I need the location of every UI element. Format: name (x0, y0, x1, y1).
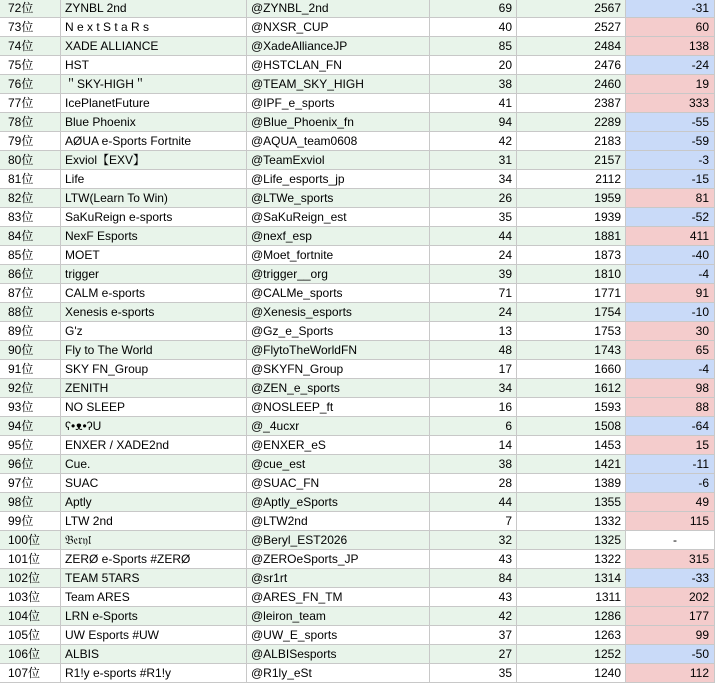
rank-cell[interactable]: 88位 (0, 303, 61, 322)
handle-cell[interactable]: @Xenesis_esports (247, 303, 430, 322)
change-cell[interactable]: 81 (626, 189, 715, 208)
change-cell[interactable]: 30 (626, 322, 715, 341)
team-name-cell[interactable]: Cue. (61, 455, 247, 474)
team-name-cell[interactable]: Team ARES (61, 588, 247, 607)
value1-cell[interactable]: 44 (430, 493, 517, 512)
value1-cell[interactable]: 17 (430, 360, 517, 379)
team-name-cell[interactable]: ＂SKY-HIGH＂ (61, 75, 247, 94)
value2-cell[interactable]: 1810 (517, 265, 626, 284)
value2-cell[interactable]: 1612 (517, 379, 626, 398)
value1-cell[interactable]: 85 (430, 37, 517, 56)
value1-cell[interactable]: 71 (430, 284, 517, 303)
rank-cell[interactable]: 93位 (0, 398, 61, 417)
table-row[interactable] (0, 94, 715, 113)
table-row[interactable] (0, 645, 715, 664)
team-name-cell[interactable]: XADE ALLIANCE (61, 37, 247, 56)
table-row[interactable] (0, 474, 715, 493)
value1-cell[interactable]: 31 (430, 151, 517, 170)
rank-cell[interactable]: 82位 (0, 189, 61, 208)
value2-cell[interactable]: 1311 (517, 588, 626, 607)
value2-cell[interactable]: 1939 (517, 208, 626, 227)
value1-cell[interactable]: 39 (430, 265, 517, 284)
handle-cell[interactable]: @TeamExviol (247, 151, 430, 170)
value2-cell[interactable]: 1593 (517, 398, 626, 417)
table-row[interactable] (0, 322, 715, 341)
rank-cell[interactable]: 79位 (0, 132, 61, 151)
change-cell[interactable]: -10 (626, 303, 715, 322)
rank-cell[interactable]: 95位 (0, 436, 61, 455)
team-name-cell[interactable]: Exviol【EXV】 (61, 151, 247, 170)
team-name-cell[interactable]: LTW(Learn To Win) (61, 189, 247, 208)
change-cell[interactable]: 202 (626, 588, 715, 607)
handle-cell[interactable]: @ZYNBL_2nd (247, 0, 430, 18)
handle-cell[interactable]: @SaKuReign_est (247, 208, 430, 227)
table-row[interactable] (0, 303, 715, 322)
handle-cell[interactable]: @TEAM_SKY_HIGH (247, 75, 430, 94)
team-name-cell[interactable]: R1!y e-sports #R1!y (61, 664, 247, 683)
table-row[interactable] (0, 455, 715, 474)
team-name-cell[interactable]: CALM e-sports (61, 284, 247, 303)
value1-cell[interactable]: 27 (430, 645, 517, 664)
change-cell[interactable]: -55 (626, 113, 715, 132)
value2-cell[interactable]: 1753 (517, 322, 626, 341)
value1-cell[interactable]: 24 (430, 246, 517, 265)
rank-cell[interactable]: 91位 (0, 360, 61, 379)
value1-cell[interactable]: 7 (430, 512, 517, 531)
value1-cell[interactable]: 20 (430, 56, 517, 75)
change-cell[interactable]: -52 (626, 208, 715, 227)
change-cell[interactable]: 19 (626, 75, 715, 94)
rank-cell[interactable]: 100位 (0, 531, 61, 550)
change-cell[interactable]: 99 (626, 626, 715, 645)
change-cell[interactable]: -6 (626, 474, 715, 493)
team-name-cell[interactable]: LRN e-Sports (61, 607, 247, 626)
handle-cell[interactable]: @Life_esports_jp (247, 170, 430, 189)
team-name-cell[interactable]: ZENITH (61, 379, 247, 398)
table-row[interactable] (0, 75, 715, 94)
handle-cell[interactable]: @NXSR_CUP (247, 18, 430, 37)
value1-cell[interactable]: 38 (430, 455, 517, 474)
change-cell[interactable]: -33 (626, 569, 715, 588)
team-name-cell[interactable]: Blue Phoenix (61, 113, 247, 132)
rank-cell[interactable]: 86位 (0, 265, 61, 284)
table-row[interactable] (0, 569, 715, 588)
rank-cell[interactable]: 87位 (0, 284, 61, 303)
change-cell[interactable]: 112 (626, 664, 715, 683)
rank-cell[interactable]: 72位 (0, 0, 61, 18)
value2-cell[interactable]: 1355 (517, 493, 626, 512)
change-cell[interactable]: -31 (626, 0, 715, 18)
value2-cell[interactable]: 1421 (517, 455, 626, 474)
rank-cell[interactable]: 103位 (0, 588, 61, 607)
rank-cell[interactable]: 81位 (0, 170, 61, 189)
table-row[interactable] (0, 436, 715, 455)
table-row[interactable] (0, 265, 715, 284)
handle-cell[interactable]: @LTW2nd (247, 512, 430, 531)
rank-cell[interactable]: 92位 (0, 379, 61, 398)
rank-cell[interactable]: 78位 (0, 113, 61, 132)
team-name-cell[interactable]: trigger (61, 265, 247, 284)
change-cell[interactable]: -64 (626, 417, 715, 436)
handle-cell[interactable]: @ZEN_e_sports (247, 379, 430, 398)
team-name-cell[interactable]: ʕ•ᴥ•ʔU (61, 417, 247, 436)
value1-cell[interactable]: 32 (430, 531, 517, 550)
table-row[interactable] (0, 417, 715, 436)
change-cell[interactable]: 115 (626, 512, 715, 531)
team-name-cell[interactable]: UW Esports #UW (61, 626, 247, 645)
team-name-cell[interactable]: ENXER / XADE2nd (61, 436, 247, 455)
table-row[interactable] (0, 341, 715, 360)
value2-cell[interactable]: 1286 (517, 607, 626, 626)
handle-cell[interactable]: @SKYFN_Group (247, 360, 430, 379)
rank-cell[interactable]: 96位 (0, 455, 61, 474)
rank-cell[interactable]: 107位 (0, 664, 61, 683)
rank-cell[interactable]: 98位 (0, 493, 61, 512)
value1-cell[interactable]: 24 (430, 303, 517, 322)
team-name-cell[interactable]: ALBIS (61, 645, 247, 664)
team-name-cell[interactable]: NexF Esports (61, 227, 247, 246)
rank-cell[interactable]: 75位 (0, 56, 61, 75)
change-cell[interactable]: 177 (626, 607, 715, 626)
value1-cell[interactable]: 14 (430, 436, 517, 455)
change-cell[interactable]: 411 (626, 227, 715, 246)
value1-cell[interactable]: 34 (430, 170, 517, 189)
team-name-cell[interactable]: 𝔅𝔢𝔯𝔶𝔩 (61, 531, 247, 550)
rank-cell[interactable]: 76位 (0, 75, 61, 94)
team-name-cell[interactable]: SaKuReign e-sports (61, 208, 247, 227)
value1-cell[interactable]: 37 (430, 626, 517, 645)
handle-cell[interactable]: @nexf_esp (247, 227, 430, 246)
table-row[interactable] (0, 37, 715, 56)
team-name-cell[interactable]: Fly to The World (61, 341, 247, 360)
handle-cell[interactable]: @ENXER_eS (247, 436, 430, 455)
team-name-cell[interactable]: Xenesis e-sports (61, 303, 247, 322)
handle-cell[interactable]: @trigger__org (247, 265, 430, 284)
rank-cell[interactable]: 101位 (0, 550, 61, 569)
handle-cell[interactable]: @ZEROeSports_JP (247, 550, 430, 569)
value2-cell[interactable]: 1389 (517, 474, 626, 493)
value1-cell[interactable]: 41 (430, 94, 517, 113)
handle-cell[interactable]: @IPF_e_sports (247, 94, 430, 113)
table-row[interactable] (0, 664, 715, 683)
value1-cell[interactable]: 69 (430, 0, 517, 18)
team-name-cell[interactable]: ZERØ e-Sports #ZERØ (61, 550, 247, 569)
team-name-cell[interactable]: NO SLEEP (61, 398, 247, 417)
table-row[interactable] (0, 189, 715, 208)
change-cell[interactable]: 60 (626, 18, 715, 37)
rank-cell[interactable]: 77位 (0, 94, 61, 113)
team-name-cell[interactable]: LTW 2nd (61, 512, 247, 531)
team-name-cell[interactable]: Life (61, 170, 247, 189)
value1-cell[interactable]: 43 (430, 588, 517, 607)
change-cell[interactable]: -11 (626, 455, 715, 474)
value1-cell[interactable]: 28 (430, 474, 517, 493)
value1-cell[interactable]: 84 (430, 569, 517, 588)
rank-cell[interactable]: 104位 (0, 607, 61, 626)
team-name-cell[interactable]: IcePlanetFuture (61, 94, 247, 113)
change-cell[interactable]: 15 (626, 436, 715, 455)
change-cell[interactable]: -15 (626, 170, 715, 189)
team-name-cell[interactable]: MOET (61, 246, 247, 265)
handle-cell[interactable]: @Gz_e_Sports (247, 322, 430, 341)
rank-cell[interactable]: 83位 (0, 208, 61, 227)
change-cell[interactable]: -4 (626, 360, 715, 379)
table-row[interactable] (0, 0, 715, 18)
value2-cell[interactable]: 1959 (517, 189, 626, 208)
value1-cell[interactable]: 94 (430, 113, 517, 132)
table-row[interactable] (0, 113, 715, 132)
handle-cell[interactable]: @AQUA_team0608 (247, 132, 430, 151)
value2-cell[interactable]: 1240 (517, 664, 626, 683)
handle-cell[interactable]: @LTWe_sports (247, 189, 430, 208)
table-row[interactable] (0, 227, 715, 246)
value2-cell[interactable]: 2387 (517, 94, 626, 113)
handle-cell[interactable]: @SUAC_FN (247, 474, 430, 493)
change-cell[interactable]: -24 (626, 56, 715, 75)
team-name-cell[interactable]: G'z (61, 322, 247, 341)
value2-cell[interactable]: 2157 (517, 151, 626, 170)
table-row[interactable] (0, 531, 715, 550)
table-row[interactable] (0, 56, 715, 75)
change-cell[interactable]: -59 (626, 132, 715, 151)
change-cell[interactable]: - (626, 531, 715, 550)
handle-cell[interactable]: @UW_E_sports (247, 626, 430, 645)
table-row[interactable] (0, 626, 715, 645)
table-row[interactable] (0, 512, 715, 531)
value1-cell[interactable]: 16 (430, 398, 517, 417)
handle-cell[interactable]: @NOSLEEP_ft (247, 398, 430, 417)
table-row[interactable] (0, 360, 715, 379)
table-row[interactable] (0, 493, 715, 512)
value2-cell[interactable]: 1873 (517, 246, 626, 265)
rank-cell[interactable]: 74位 (0, 37, 61, 56)
value1-cell[interactable]: 26 (430, 189, 517, 208)
value1-cell[interactable]: 35 (430, 208, 517, 227)
rank-cell[interactable]: 80位 (0, 151, 61, 170)
value2-cell[interactable]: 1771 (517, 284, 626, 303)
value1-cell[interactable]: 40 (430, 18, 517, 37)
team-name-cell[interactable]: ZYNBL 2nd (61, 0, 247, 18)
value1-cell[interactable]: 35 (430, 664, 517, 683)
value1-cell[interactable]: 34 (430, 379, 517, 398)
value2-cell[interactable]: 1325 (517, 531, 626, 550)
team-name-cell[interactable]: SUAC (61, 474, 247, 493)
rank-cell[interactable]: 90位 (0, 341, 61, 360)
rank-cell[interactable]: 97位 (0, 474, 61, 493)
rank-cell[interactable]: 99位 (0, 512, 61, 531)
table-row[interactable] (0, 208, 715, 227)
team-name-cell[interactable]: HST (61, 56, 247, 75)
team-name-cell[interactable]: N e x t S t a R s (61, 18, 247, 37)
value1-cell[interactable]: 42 (430, 607, 517, 626)
team-name-cell[interactable]: Aptly (61, 493, 247, 512)
value2-cell[interactable]: 1314 (517, 569, 626, 588)
table-row[interactable] (0, 132, 715, 151)
value2-cell[interactable]: 1743 (517, 341, 626, 360)
value1-cell[interactable]: 13 (430, 322, 517, 341)
handle-cell[interactable]: @Blue_Phoenix_fn (247, 113, 430, 132)
handle-cell[interactable]: @_4ucxr (247, 417, 430, 436)
table-row[interactable] (0, 246, 715, 265)
value2-cell[interactable]: 1754 (517, 303, 626, 322)
table-row[interactable] (0, 588, 715, 607)
value2-cell[interactable]: 1660 (517, 360, 626, 379)
handle-cell[interactable]: @HSTCLAN_FN (247, 56, 430, 75)
change-cell[interactable]: 315 (626, 550, 715, 569)
team-name-cell[interactable]: AØUA e-Sports Fortnite (61, 132, 247, 151)
rank-cell[interactable]: 106位 (0, 645, 61, 664)
value1-cell[interactable]: 6 (430, 417, 517, 436)
rank-cell[interactable]: 73位 (0, 18, 61, 37)
handle-cell[interactable]: @R1ly_eSt (247, 664, 430, 683)
value1-cell[interactable]: 43 (430, 550, 517, 569)
value2-cell[interactable]: 1508 (517, 417, 626, 436)
rank-cell[interactable]: 85位 (0, 246, 61, 265)
handle-cell[interactable]: @cue_est (247, 455, 430, 474)
team-name-cell[interactable]: SKY FN_Group (61, 360, 247, 379)
table-row[interactable] (0, 550, 715, 569)
table-row[interactable] (0, 170, 715, 189)
value2-cell[interactable]: 2460 (517, 75, 626, 94)
change-cell[interactable]: -50 (626, 645, 715, 664)
handle-cell[interactable]: @ARES_FN_TM (247, 588, 430, 607)
value2-cell[interactable]: 1263 (517, 626, 626, 645)
change-cell[interactable]: -3 (626, 151, 715, 170)
change-cell[interactable]: 88 (626, 398, 715, 417)
table-row[interactable] (0, 284, 715, 303)
value2-cell[interactable]: 2484 (517, 37, 626, 56)
value2-cell[interactable]: 2183 (517, 132, 626, 151)
change-cell[interactable]: 49 (626, 493, 715, 512)
rank-cell[interactable]: 94位 (0, 417, 61, 436)
value2-cell[interactable]: 1252 (517, 645, 626, 664)
handle-cell[interactable]: @leiron_team (247, 607, 430, 626)
value2-cell[interactable]: 2112 (517, 170, 626, 189)
value2-cell[interactable]: 1881 (517, 227, 626, 246)
handle-cell[interactable]: @XadeAllianceJP (247, 37, 430, 56)
rank-cell[interactable]: 84位 (0, 227, 61, 246)
change-cell[interactable]: 138 (626, 37, 715, 56)
table-row[interactable] (0, 151, 715, 170)
change-cell[interactable]: 98 (626, 379, 715, 398)
handle-cell[interactable]: @ALBISesports (247, 645, 430, 664)
value1-cell[interactable]: 38 (430, 75, 517, 94)
value2-cell[interactable]: 2289 (517, 113, 626, 132)
value1-cell[interactable]: 42 (430, 132, 517, 151)
change-cell[interactable]: 333 (626, 94, 715, 113)
value1-cell[interactable]: 48 (430, 341, 517, 360)
value2-cell[interactable]: 2476 (517, 56, 626, 75)
handle-cell[interactable]: @Moet_fortnite (247, 246, 430, 265)
change-cell[interactable]: -4 (626, 265, 715, 284)
change-cell[interactable]: -40 (626, 246, 715, 265)
value2-cell[interactable]: 1453 (517, 436, 626, 455)
rank-cell[interactable]: 89位 (0, 322, 61, 341)
value2-cell[interactable]: 1322 (517, 550, 626, 569)
handle-cell[interactable]: @sr1rt (247, 569, 430, 588)
team-name-cell[interactable]: TEAM 5TARS (61, 569, 247, 588)
table-row[interactable] (0, 607, 715, 626)
handle-cell[interactable]: @CALMe_sports (247, 284, 430, 303)
value2-cell[interactable]: 2567 (517, 0, 626, 18)
handle-cell[interactable]: @Aptly_eSports (247, 493, 430, 512)
table-row[interactable] (0, 398, 715, 417)
change-cell[interactable]: 91 (626, 284, 715, 303)
table-row[interactable] (0, 18, 715, 37)
value2-cell[interactable]: 1332 (517, 512, 626, 531)
table-row[interactable] (0, 379, 715, 398)
handle-cell[interactable]: @FlytoTheWorldFN (247, 341, 430, 360)
rank-cell[interactable]: 105位 (0, 626, 61, 645)
change-cell[interactable]: 65 (626, 341, 715, 360)
handle-cell[interactable]: @Beryl_EST2026 (247, 531, 430, 550)
value2-cell[interactable]: 2527 (517, 18, 626, 37)
value1-cell[interactable]: 44 (430, 227, 517, 246)
rank-cell[interactable]: 102位 (0, 569, 61, 588)
